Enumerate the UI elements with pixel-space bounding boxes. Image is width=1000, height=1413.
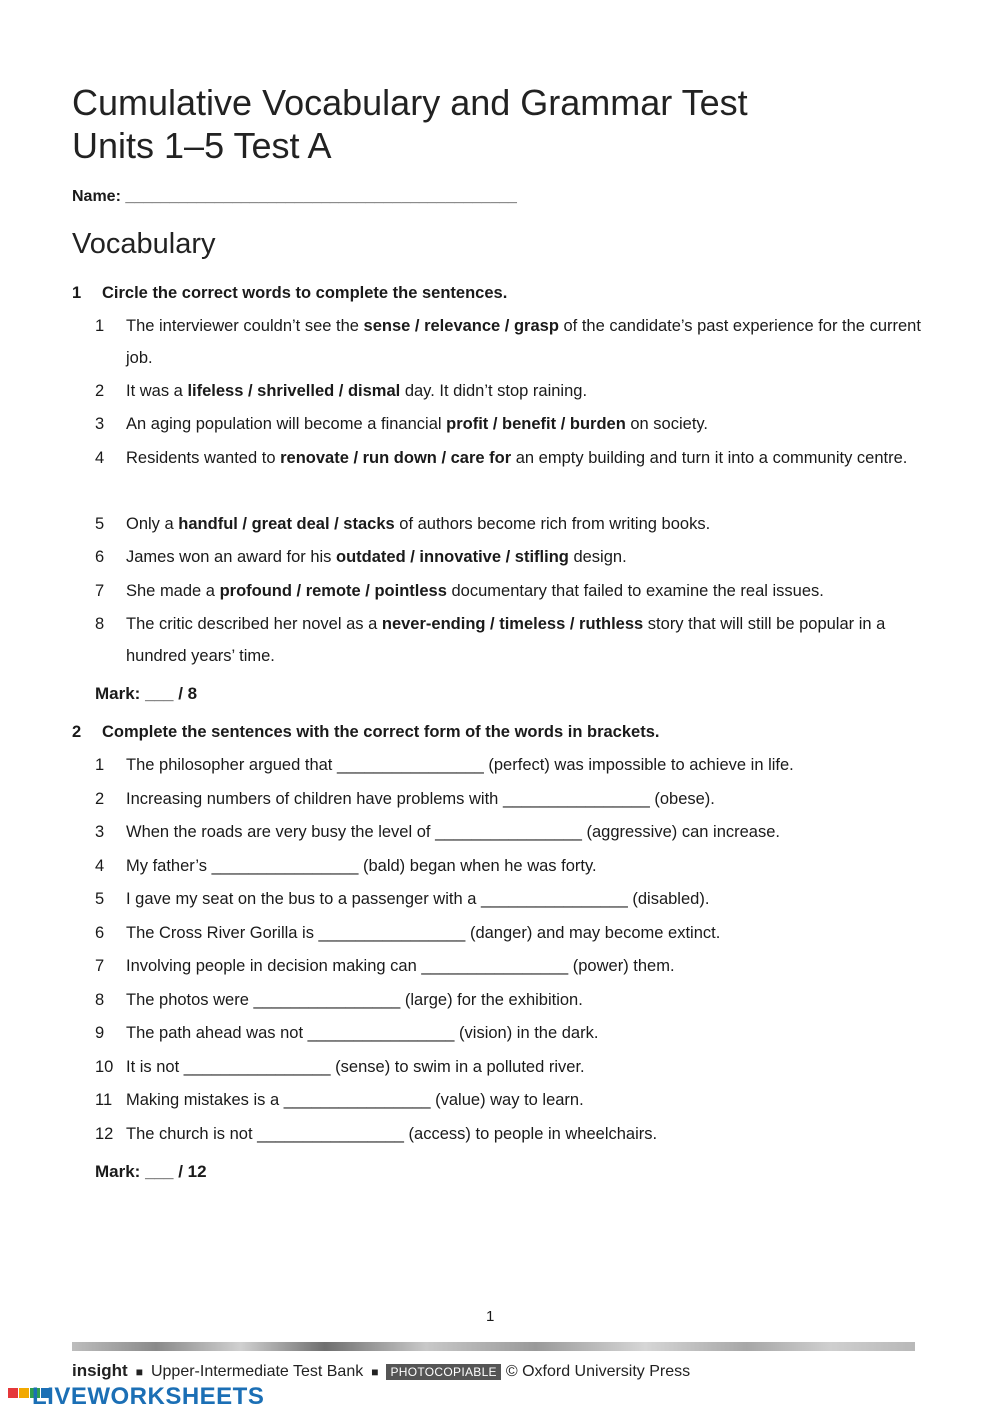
exercise-2-item[interactable]: [95, 950, 925, 982]
item-number: 2: [95, 789, 105, 808]
mark-total: / 8: [178, 684, 198, 703]
instruction-text: Complete the sentences with the correct form of the words in brackets.: [102, 723, 660, 741]
item-text: [126, 575, 925, 607]
item-number: 7: [95, 957, 105, 975]
exercise-1-item: [95, 442, 925, 474]
exercise-2-item[interactable]: [95, 850, 925, 882]
exercise-2-item[interactable]: [95, 917, 925, 949]
item-text[interactable]: Making mistakes is a ________________ (value) way to learn.: [126, 1091, 584, 1109]
exercise-1-item: [95, 310, 925, 374]
item-text[interactable]: When the roads are very busy the level of ________________ (aggressive) can increase.: [126, 823, 780, 841]
publisher: © Oxford University Press: [505, 1363, 691, 1380]
item-text-before: Only a: [126, 515, 179, 533]
item-text-after: day. It didn’t stop raining.: [400, 382, 588, 400]
footer-decorative-band: [72, 1342, 915, 1351]
item-options[interactable]: renovate / run down / care for: [280, 449, 512, 467]
item-text: [126, 310, 925, 374]
liveworksheets-logo-icon: [8, 1386, 30, 1408]
item-text[interactable]: The path ahead was not ________________ (vision) in the dark.: [126, 1024, 599, 1042]
exercise-1-mark: [95, 684, 197, 704]
mark-label: Mark:: [95, 684, 141, 703]
exercise-1-item: [95, 575, 925, 607]
item-number: 4: [95, 856, 105, 875]
item-text-before: An aging population will become a financial: [126, 415, 447, 433]
exercise-2-item[interactable]: [95, 883, 925, 915]
exercise-1-item: [95, 408, 925, 440]
exercise-number: 1: [72, 284, 82, 302]
mark-blank[interactable]: ___: [145, 684, 174, 703]
item-text-after: an empty building and turn it into a community centre.: [511, 449, 908, 467]
liveworksheets-text: LIVEWORKSHEETS: [32, 1383, 265, 1410]
exercise-2-item[interactable]: [95, 816, 925, 848]
item-text: [126, 541, 925, 573]
item-text: [126, 408, 925, 440]
mark-blank[interactable]: ___: [145, 1162, 174, 1181]
exercise-2-item[interactable]: [95, 1084, 925, 1116]
item-text[interactable]: The Cross River Gorilla is ________________ (danger) and may become extinct.: [126, 923, 721, 942]
name-field[interactable]: Name: ____________________________________________: [72, 188, 517, 205]
photocopiable-badge: PHOTOCOPIABLE: [386, 1364, 500, 1380]
page-number: 1: [486, 1308, 495, 1325]
item-text-after: documentary that failed to examine the real issues.: [446, 582, 824, 600]
instruction-text: Circle the correct words to complete the sentences.: [102, 284, 508, 302]
item-number: 8: [95, 990, 105, 1009]
item-options[interactable]: never-ending / timeless / ruthless: [381, 615, 644, 633]
item-options[interactable]: outdated / innovative / stifling: [336, 548, 569, 566]
item-number: 5: [95, 890, 105, 908]
item-text[interactable]: My father’s ________________ (bald) began when he was forty.: [126, 856, 597, 875]
mark-label: Mark:: [95, 1162, 141, 1181]
item-text-before: It was a: [126, 382, 188, 400]
item-text-after: design.: [568, 548, 627, 566]
item-options[interactable]: profound / remote / pointless: [219, 582, 447, 600]
exercise-1-item: [95, 608, 925, 672]
item-options[interactable]: handful / great deal / stacks: [178, 515, 395, 533]
test-subtitle: Units 1–5 Test A: [72, 125, 332, 166]
liveworksheets-watermark: [8, 1383, 264, 1409]
item-text-after: of the candidate’s past experience for the current job.: [126, 317, 921, 367]
item-number: 12: [95, 1124, 114, 1143]
item-text-before: The critic described her novel as a: [126, 615, 382, 633]
item-text[interactable]: It is not ________________ (sense) to swim in a polluted river.: [126, 1057, 585, 1076]
section-title: Vocabulary: [72, 228, 216, 260]
series-name: Upper-Intermediate Test Bank: [150, 1363, 364, 1380]
item-text[interactable]: The photos were ________________ (large) for the exhibition.: [126, 990, 583, 1009]
exercise-2-item[interactable]: [95, 1017, 925, 1049]
item-text: [126, 375, 925, 407]
exercise-2-mark: [95, 1162, 207, 1182]
item-number: 11: [95, 1091, 113, 1109]
item-number: 1: [95, 756, 105, 774]
item-number: 8: [95, 615, 105, 633]
item-text-after: story that will still be popular in a hundred years’ time.: [126, 615, 886, 665]
item-number: 9: [95, 1024, 105, 1042]
square-separator-icon: ■: [135, 1365, 143, 1379]
exercise-2-item[interactable]: [95, 1051, 925, 1083]
item-text-after: on society.: [625, 415, 709, 433]
exercise-2-instruction: [72, 723, 659, 742]
item-number: 6: [95, 548, 105, 566]
item-text[interactable]: Involving people in decision making can ________________ (power) them.: [126, 957, 675, 975]
item-text-after: of authors become rich from writing books.: [394, 515, 711, 533]
item-number: 2: [95, 382, 105, 400]
item-number: 1: [95, 317, 105, 335]
item-number: 7: [95, 582, 105, 600]
item-text[interactable]: The church is not ________________ (access) to people in wheelchairs.: [126, 1124, 658, 1143]
item-number: 6: [95, 923, 105, 942]
exercise-1-item: [95, 508, 925, 540]
brand-name: insight: [72, 1361, 128, 1380]
test-title: Cumulative Vocabulary and Grammar Test: [72, 82, 748, 123]
item-text[interactable]: I gave my seat on the bus to a passenger with a ________________ (disabled).: [126, 890, 710, 908]
item-text: [126, 442, 925, 474]
item-options[interactable]: lifeless / shrivelled / dismal: [187, 382, 401, 400]
item-number: 4: [95, 449, 105, 467]
exercise-2-item[interactable]: [95, 1118, 925, 1150]
exercise-2-item[interactable]: [95, 783, 925, 815]
item-options[interactable]: sense / relevance / grasp: [363, 317, 559, 335]
item-number: 10: [95, 1057, 114, 1076]
exercise-number: 2: [72, 723, 82, 741]
item-options[interactable]: profit / benefit / burden: [446, 415, 626, 433]
exercise-1-item: [95, 541, 925, 573]
square-separator-icon: ■: [371, 1365, 379, 1379]
exercise-1-instruction: [72, 284, 507, 303]
item-number: 3: [95, 415, 105, 433]
exercise-1-item: [95, 375, 925, 407]
item-text-before: The interviewer couldn’t see the: [126, 317, 364, 335]
footer-credits: [72, 1361, 690, 1381]
item-number: 3: [95, 823, 105, 841]
item-text-before: James won an award for his: [126, 548, 337, 566]
exercise-2-item[interactable]: [95, 984, 925, 1016]
item-text[interactable]: Increasing numbers of children have problems with ________________ (obese).: [126, 789, 715, 808]
item-text-before: Residents wanted to: [126, 449, 281, 467]
item-number: 5: [95, 515, 105, 533]
item-text: [126, 508, 925, 540]
mark-total: / 12: [178, 1162, 207, 1181]
item-text: [126, 608, 925, 672]
item-text-before: She made a: [126, 582, 220, 600]
item-text[interactable]: The philosopher argued that ________________ (perfect) was impossible to achieve in life.: [126, 756, 794, 774]
exercise-2-item[interactable]: [95, 749, 925, 781]
